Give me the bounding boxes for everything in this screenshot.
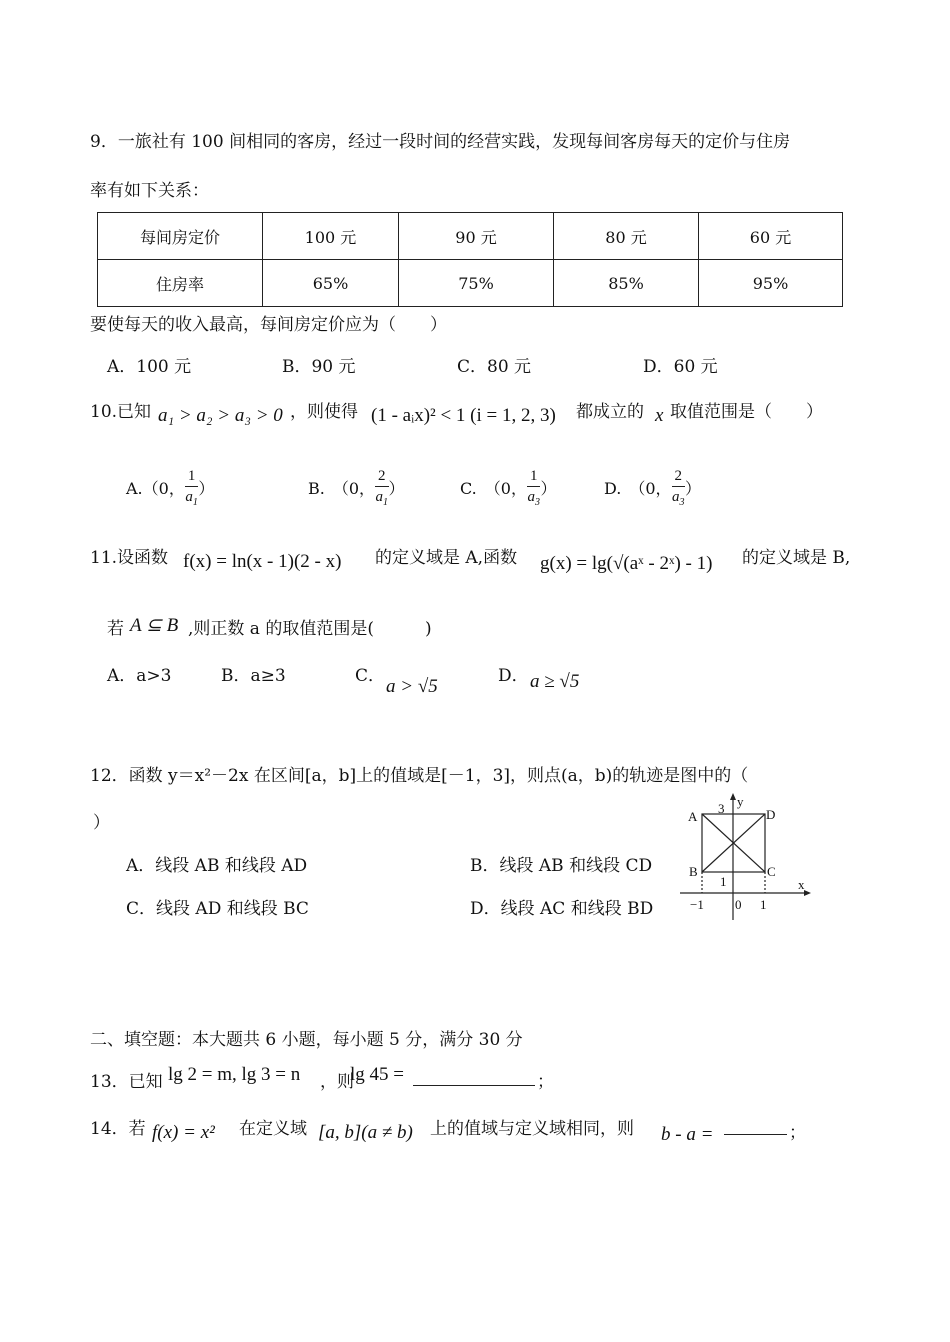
q10-var: x: [655, 405, 664, 426]
fraction: [375, 466, 389, 513]
q10-inequality: (1 - aᵢx)² < 1 (i = 1, 2, 3): [371, 405, 556, 426]
q9-option-d: D．60 元: [643, 357, 718, 377]
option-close: ）: [540, 479, 557, 498]
q10-mid: ，则使得: [290, 402, 358, 422]
table-cell: 65%: [263, 260, 399, 307]
option-label: B. （0，: [308, 479, 376, 498]
label-d: D: [766, 807, 776, 822]
q13-prefix: 13．已知: [90, 1072, 163, 1092]
q13-end: ；: [537, 1072, 554, 1092]
q11-option-c: C．: [355, 666, 386, 686]
q10-mid2: 都成立的: [576, 402, 644, 422]
table-cell: 100 元: [263, 213, 399, 260]
q10-prefix: 10.已知: [90, 402, 152, 422]
q12-option-d: D．线段 AC 和线段 BD: [470, 899, 654, 919]
label-three: 3: [718, 801, 725, 816]
label-one-mid: 1: [720, 874, 727, 889]
table-row: [98, 260, 843, 307]
trajectory-figure: [680, 792, 815, 924]
q11-line2-prefix: 若: [107, 619, 124, 639]
fraction-denominator-letter: a: [527, 489, 535, 505]
label-b: B: [689, 864, 698, 879]
table-cell: 住房率: [98, 260, 263, 307]
q11-option-c-math: a > √5: [386, 676, 438, 697]
option-label: D. （0，: [604, 479, 672, 498]
label-a: A: [688, 809, 698, 824]
q14-mid2: 上的值域与定义域相同，则: [430, 1119, 634, 1139]
q11-suffix: 的定义域是 B,: [742, 548, 851, 568]
fraction-denominator: [375, 487, 389, 513]
table-cell: 95%: [699, 260, 843, 307]
q10-option-b: [308, 466, 405, 513]
q11-line2-rest: ,则正数 a 的取值范围是( ): [188, 619, 432, 639]
label-zero: 0: [735, 897, 742, 912]
q14-end: ；: [789, 1123, 806, 1143]
fraction: [185, 466, 199, 513]
option-close: ）: [388, 479, 405, 498]
q10-option-c: [460, 466, 556, 513]
q14-function: f(x) = x²: [152, 1122, 215, 1143]
q10-condition: a₁ > a₂ > a₃ > 0: [158, 405, 283, 426]
fraction-subscript: 3: [679, 497, 685, 508]
table-cell: 75%: [399, 260, 554, 307]
q14-ask: b - a =: [661, 1124, 714, 1145]
fraction-numerator: 2: [672, 466, 686, 487]
q9-option-b: B．90 元: [282, 357, 356, 377]
q9-option-c: C．80 元: [457, 357, 532, 377]
section-heading: 二、填空题：本大题共 6 小题，每小题 5 分，满分 30 分: [90, 1030, 523, 1050]
y-axis-arrow: [730, 793, 736, 800]
fraction-denominator: [672, 487, 686, 513]
price-occupancy-table: [97, 212, 843, 307]
q11-subset: A ⊆ B: [130, 615, 179, 636]
fraction-subscript: 1: [192, 497, 198, 508]
table-cell: 85%: [554, 260, 699, 307]
fraction-subscript: 3: [534, 497, 540, 508]
q9-stem-line1: 9．一旅社有 100 间相同的客房，经过一段时间的经营实践，发现每间客房每天的定价与住房: [90, 132, 791, 152]
q13-mid: ，则: [320, 1072, 354, 1092]
label-x: x: [798, 877, 805, 892]
q14-prefix: 14．若: [90, 1119, 146, 1139]
fraction-numerator: 2: [375, 466, 389, 487]
q12-option-b: B．线段 AB 和线段 CD: [470, 856, 653, 876]
label-y: y: [737, 794, 744, 809]
q13-given: lg 2 = m, lg 3 = n: [168, 1064, 301, 1085]
q12-option-a: A．线段 AB 和线段 AD: [126, 856, 308, 876]
label-neg1: −1: [690, 897, 704, 912]
fraction-subscript: 1: [383, 497, 389, 508]
q12-stem-line1: 12．函数 y＝x²－2x 在区间[a，b]上的值域是[－1，3]，则点(a，b)的轨迹是图中的（: [90, 766, 749, 786]
table-cell: 每间房定价: [98, 213, 263, 260]
option-label: A.（0，: [126, 479, 185, 498]
q11-mid: 的定义域是 A,函数: [375, 548, 518, 568]
table-cell: 80 元: [554, 213, 699, 260]
q9-option-a: A．100 元: [107, 357, 192, 377]
q11-function-g: g(x) = lg(√(aˣ - 2ˣ) - 1): [540, 553, 713, 574]
q12-stem-line2: ）: [93, 813, 110, 833]
label-c: C: [767, 864, 776, 879]
q14-mid: 在定义域: [239, 1119, 307, 1139]
q10-suffix: 取值范围是（ ）: [670, 402, 823, 422]
fraction-denominator-letter: a: [672, 489, 680, 505]
q14-domain: [a, b](a ≠ b): [318, 1122, 413, 1143]
q12-option-c: C．线段 AD 和线段 BC: [126, 899, 309, 919]
fraction-numerator: 1: [185, 466, 199, 487]
q10-option-a: [126, 466, 214, 513]
q10-option-d: [604, 466, 701, 513]
fraction: [527, 466, 541, 513]
q11-option-a: A．a>3: [107, 666, 172, 686]
fraction: [672, 466, 686, 513]
label-one: 1: [760, 897, 767, 912]
option-label: C. （0，: [460, 479, 527, 498]
q9-question: 要使每天的收入最高，每间房定价应为（ ）: [90, 315, 447, 335]
q9-stem-line2: 率有如下关系：: [90, 181, 209, 201]
q11-prefix: 11.设函数: [90, 548, 169, 568]
option-close: ）: [198, 479, 215, 498]
q14-answer-blank[interactable]: [724, 1120, 787, 1140]
table-cell: 60 元: [699, 213, 843, 260]
q11-function-f: f(x) = ln(x - 1)(2 - x): [183, 551, 342, 572]
option-close: ）: [685, 479, 702, 498]
q11-option-d-math: a ≥ √5: [530, 671, 580, 692]
q11-option-d: D．: [498, 666, 529, 686]
fraction-numerator: 1: [527, 466, 541, 487]
q13-ask: lg 45 =: [350, 1064, 404, 1085]
table-cell: 90 元: [399, 213, 554, 260]
fraction-denominator-letter: a: [375, 489, 384, 505]
q11-option-b: B．a≥3: [221, 666, 286, 686]
q13-answer-blank[interactable]: [413, 1066, 535, 1091]
table-row: [98, 213, 843, 260]
fraction-denominator: [527, 487, 541, 513]
fraction-denominator-letter: a: [185, 489, 193, 505]
fraction-denominator: [185, 487, 199, 513]
x-axis-arrow: [804, 890, 811, 896]
